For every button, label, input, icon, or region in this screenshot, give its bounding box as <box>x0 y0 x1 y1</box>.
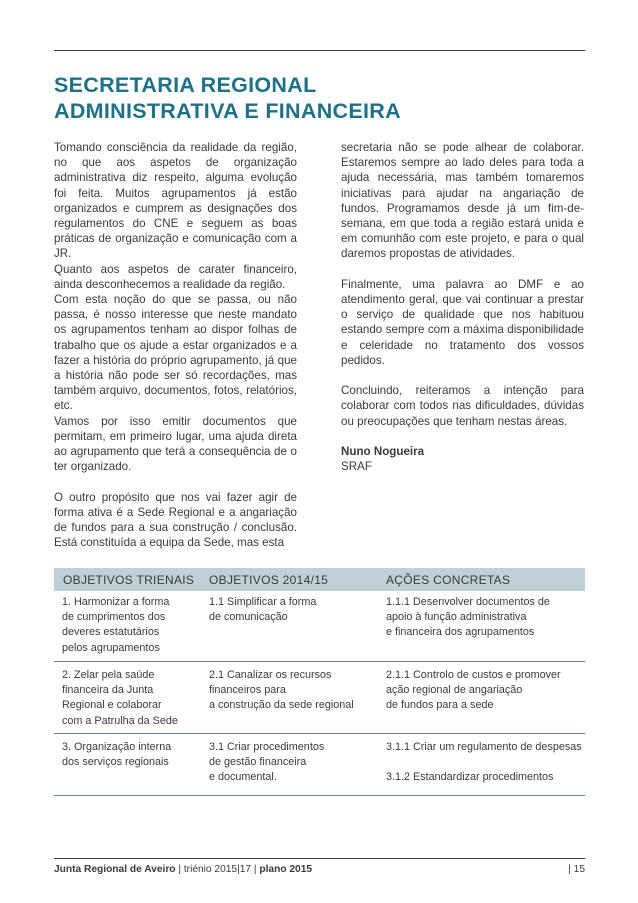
paragraph: O outro propósito que nos vai fazer agir de forma ativa é a Sede Regional e a angariação de fundos para a sua construção / conclusão. Está constituída a equipa da Sede, mas esta <box>54 490 297 550</box>
paragraph: Quanto aos aspetos de carater financeiro, ainda desconhecemos a realidade da região. <box>54 262 297 291</box>
left-text-column <box>54 140 297 550</box>
table-row <box>54 662 585 734</box>
table-header <box>54 568 585 591</box>
signature-name: Nuno Nogueira <box>341 445 425 459</box>
table-cell: 1.1.1 Desenvolver documentos de apoio à função administrativa e financeira dos agrupamentos <box>386 596 550 639</box>
paragraph: Com esta noção do que se passa, ou não passa, é nosso interesse que neste mandato os agrupamentos tenham ao dispor folhas de trabalho que os ajude a estar organizados e a fazer a história do próprio agrupamento, já que a história não pode ser só recordações, mas também arquivo, documentos, fotos, relatórios, etc. <box>54 293 297 413</box>
signature-role: SRAF <box>341 460 372 474</box>
right-text-column <box>341 140 584 474</box>
footer: Junta Regional de Aveiro | triénio 2015|17 | plano 2015 <box>54 864 313 875</box>
paragraph: Concluindo, reiteramos a intenção para colaborar com todos nas dificuldades, dúvidas ou preocupações que tenham nestas áreas. <box>341 384 584 428</box>
table-cell: 3. Organização interna dos serviços regionais <box>62 741 172 769</box>
table-cell: 2. Zelar pela saúde financeira da Junta Regional e colaborar com a Patrulha da Sede <box>62 669 178 727</box>
paragraph: Tomando consciência da realidade da região, no que aos aspetos de organização administrativa diz respeito, alguma evolução foi feita. Muitos agrupamentos já estão organizados e cumprem as designações dos regulamentos do CNE e seguem as boas práticas de organização e comunicação com a JR. <box>54 141 297 261</box>
table-cell: 1.1 Simplificar a forma de comunicação <box>209 596 317 624</box>
paragraph: Vamos por isso emitir documentos que permitam, em primeiro lugar, uma ajuda direta ao agrupamento que terá a consequência de o ter organizado. <box>54 414 297 474</box>
header-objetivos-trienais: OBJETIVOS TRIENAIS <box>63 573 195 587</box>
header-objetivos-2014-15: OBJETIVOS 2014/15 <box>209 573 329 587</box>
header-acoes-concretas: AÇÕES CONCRETAS <box>386 573 511 587</box>
table-row <box>54 734 585 796</box>
page-number: | 15 <box>568 864 585 875</box>
section-title-line-2: ADMINISTRATIVA E FINANCEIRA <box>54 99 401 123</box>
objectives-table <box>54 568 585 796</box>
section-title <box>54 72 594 124</box>
bottom-rule <box>54 858 585 859</box>
table-cell: 1. Harmonizar a forma de cumprimentos dos deveres estatutários pelos agrupamentos <box>62 596 170 654</box>
footer-plan: plano 2015 <box>259 864 313 875</box>
paragraph: secretaria não se pode alhear de colaborar. Estaremos sempre ao lado deles para toda a ajuda necessária, mas também tomaremos iniciativas para ajudar na angariação de fundos. Programamos desde já um fim-de-semana, em que toda a região estará unida e em comunhão com este projeto, e para o qual daremos propostas de atividades. <box>341 141 584 261</box>
footer-org: Junta Regional de Aveiro <box>54 864 176 875</box>
table-cell: 3.1.1 Criar um regulamento de despesas 3.1.2 Estandardizar procedimentos <box>386 741 582 784</box>
top-rule <box>54 50 585 51</box>
table-cell: 3.1 Criar procedimentos de gestão financeira e documental. <box>209 741 325 784</box>
section-title-line-1: SECRETARIA REGIONAL <box>54 73 317 97</box>
paragraph: Finalmente, uma palavra ao DMF e ao atendimento geral, que vai continuar a prestar o serviço de qualidade que nos habituou estando sempre com a máxima disponibilidade e celeridade no tratamento dos vossos pedidos. <box>341 277 584 367</box>
footer-term: triénio 2015|17 <box>183 864 252 875</box>
table-row <box>54 591 585 662</box>
table-cell: 2.1.1 Controlo de custos e promover ação regional de angariação de fundos para a sede <box>386 669 561 712</box>
table-cell: 2.1 Canalizar os recursos financeiros para a construção da sede regional <box>209 669 354 712</box>
